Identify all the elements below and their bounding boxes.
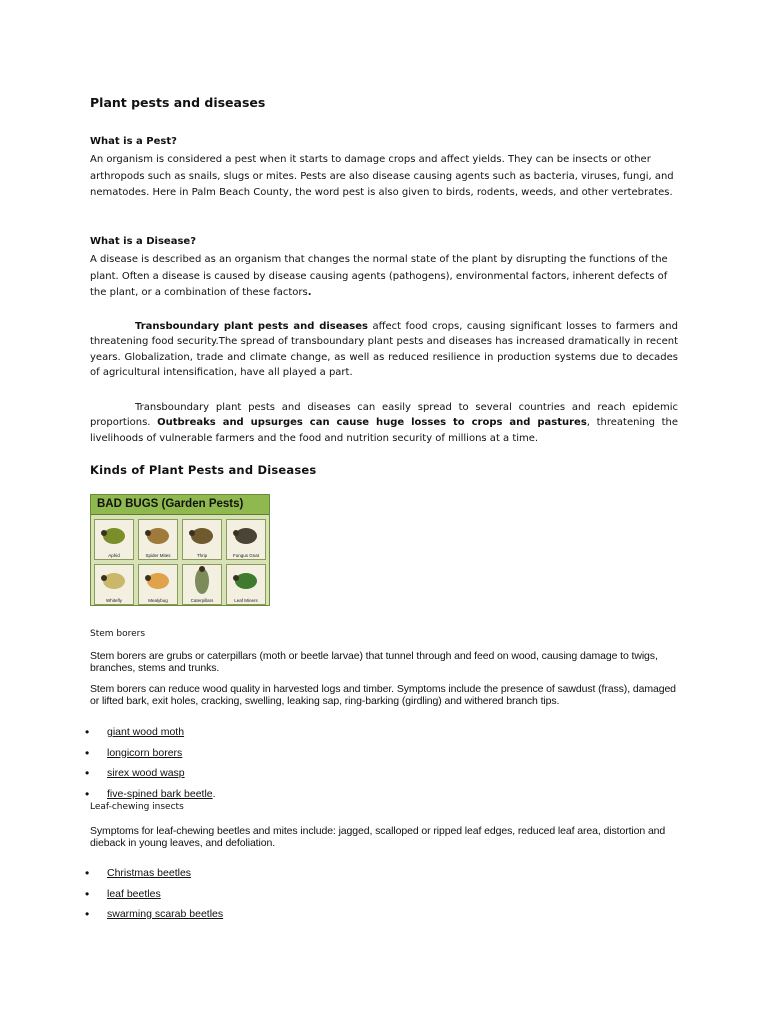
- link-leaf-beetles[interactable]: leaf beetles: [107, 887, 161, 900]
- leaf-paragraph: Symptoms for leaf-chewing beetles and mites include: jagged, scalloped or ripped leaf edges, reduced leaf area, distortion and dieback in young leaves, and defoliation.: [90, 825, 666, 849]
- bug-body: [147, 573, 169, 589]
- bug-icon: [95, 565, 133, 597]
- bug-body: [103, 573, 125, 589]
- pest-cell-spider-mites: [138, 519, 178, 560]
- pest-cell-caption: Mealybug: [148, 598, 168, 603]
- bug-icon: [139, 520, 177, 552]
- pest-cell-caption: Whitefly: [105, 598, 122, 603]
- link-sirex-wood-wasp[interactable]: sirex wood wasp: [107, 767, 185, 779]
- bad-bugs-graphic: [90, 494, 270, 606]
- bug-head: [189, 530, 195, 536]
- bug-body: [235, 528, 257, 544]
- pest-cell-leaf-miners: [226, 564, 266, 605]
- link-christmas-beetles[interactable]: Christmas beetles: [107, 867, 192, 879]
- graphic-title: BAD BUGS (Garden Pests): [97, 498, 244, 510]
- link-longicorn-borers[interactable]: longicorn borers: [107, 746, 183, 759]
- bug-icon: [139, 565, 177, 597]
- stem-borers-label: Stem borers: [90, 629, 146, 639]
- pest-cell-caption: Aphid: [108, 553, 120, 558]
- bug-icon: [95, 520, 133, 552]
- bug-icon: [227, 565, 265, 597]
- link-giant-wood-moth[interactable]: giant wood moth: [107, 726, 185, 738]
- pest-cell-caption: Spider Mites: [145, 553, 171, 558]
- pest-cell-aphid: [94, 519, 134, 560]
- list-suffix: .: [212, 787, 216, 800]
- link-swarming-scarab-beetles[interactable]: swarming scarab beetles: [107, 908, 224, 920]
- bug-body: [103, 528, 125, 544]
- bug-head: [199, 566, 205, 572]
- transboundary-paragraph-2: [90, 400, 678, 446]
- bug-head: [233, 575, 239, 581]
- bug-icon: [183, 565, 221, 597]
- bug-icon: [227, 520, 265, 552]
- transboundary-bold: Transboundary plant pests and diseases: [135, 321, 368, 332]
- kinds-heading: Kinds of Plant Pests and Diseases: [90, 463, 317, 477]
- pest-cell-caption: Fungus Gnat: [232, 553, 259, 558]
- transboundary-paragraph-1: [90, 319, 678, 381]
- pest-cell-caterpillars: [182, 564, 222, 605]
- bug-head: [101, 530, 107, 536]
- disease-heading: What is a Disease?: [90, 236, 196, 247]
- transboundary2-start: Transboundary plant pests and diseases can easily spread to several countries and reach epidemic proportions.: [90, 402, 678, 429]
- pest-cell-fungus-gnat: [226, 519, 266, 560]
- pest-paragraph: An organism is considered a pest when it starts to damage crops and affect yields. They can be insects or other arthropods such as snails, slugs or mites. Pests are also disease causing agents such as bacteria, viruses, fungi, and nematodes. Here in Palm Beach County, the word pest is also given to birds, rodents, weeds, and other vertebrates.: [90, 154, 674, 199]
- bug-head: [145, 575, 151, 581]
- disease-paragraph: [90, 252, 678, 302]
- bug-head: [101, 575, 107, 581]
- bug-body: [191, 528, 213, 544]
- pest-heading: What is a Pest?: [90, 136, 177, 147]
- pest-cell-whitefly: [94, 564, 134, 605]
- disease-end: .: [307, 287, 312, 299]
- transboundary-rest: affect food crops, causing significant losses to farmers and threatening food security.The spread of transboundary plant pests and diseases has increased dramatically in recent years. Globalization, trade and climate change, as well as reduced resilience in production systems due to decades of agricultural intensification, have all played a part.: [90, 321, 678, 379]
- pest-cell-caption: Leaf Miners: [234, 598, 258, 603]
- transboundary2-bold: Outbreaks and upsurges can cause huge losses to crops and pastures: [157, 417, 587, 429]
- bug-head: [145, 530, 151, 536]
- leaf-chewing-label: Leaf-chewing insects: [90, 802, 184, 812]
- pest-cell-thrip: [182, 519, 222, 560]
- stem-paragraph-2: Stem borers can reduce wood quality in harvested logs and timber. Symptoms include the presence of sawdust (frass), damaged or lifted bark, exit holes, cracking, swelling, leaking sap, ring-barking (girdling) and withered branch tips.: [90, 683, 676, 707]
- graphic-header: [91, 495, 269, 515]
- bug-icon: [183, 520, 221, 552]
- transboundary2-rest: , threatening the livelihoods of vulnerable farmers and the food and nutrition security of millions at a time.: [90, 417, 678, 444]
- bug-body: [147, 528, 169, 544]
- stem-paragraph-1: Stem borers are grubs or caterpillars (moth or beetle larvae) that tunnel through and feed on wood, causing damage to twigs, branches, stems and trunks.: [90, 650, 658, 674]
- disease-text: A disease is described as an organism that changes the normal state of the plant by disrupting the functions of the plant. Often a disease is caused by disease causing agents (pathogens), environmental factors, inherent defects of the plant, or a combination of these factors: [90, 254, 668, 299]
- pest-cell-caption: Thrip: [196, 553, 208, 558]
- bug-body: [235, 573, 257, 589]
- bug-head: [233, 530, 239, 536]
- pest-cell-mealybug: [138, 564, 178, 605]
- page-title: Plant pests and diseases: [90, 95, 266, 110]
- pest-cell-caption: Caterpillars: [190, 598, 214, 603]
- link-five-spined-bark-beetle[interactable]: five-spined bark beetle: [107, 787, 213, 800]
